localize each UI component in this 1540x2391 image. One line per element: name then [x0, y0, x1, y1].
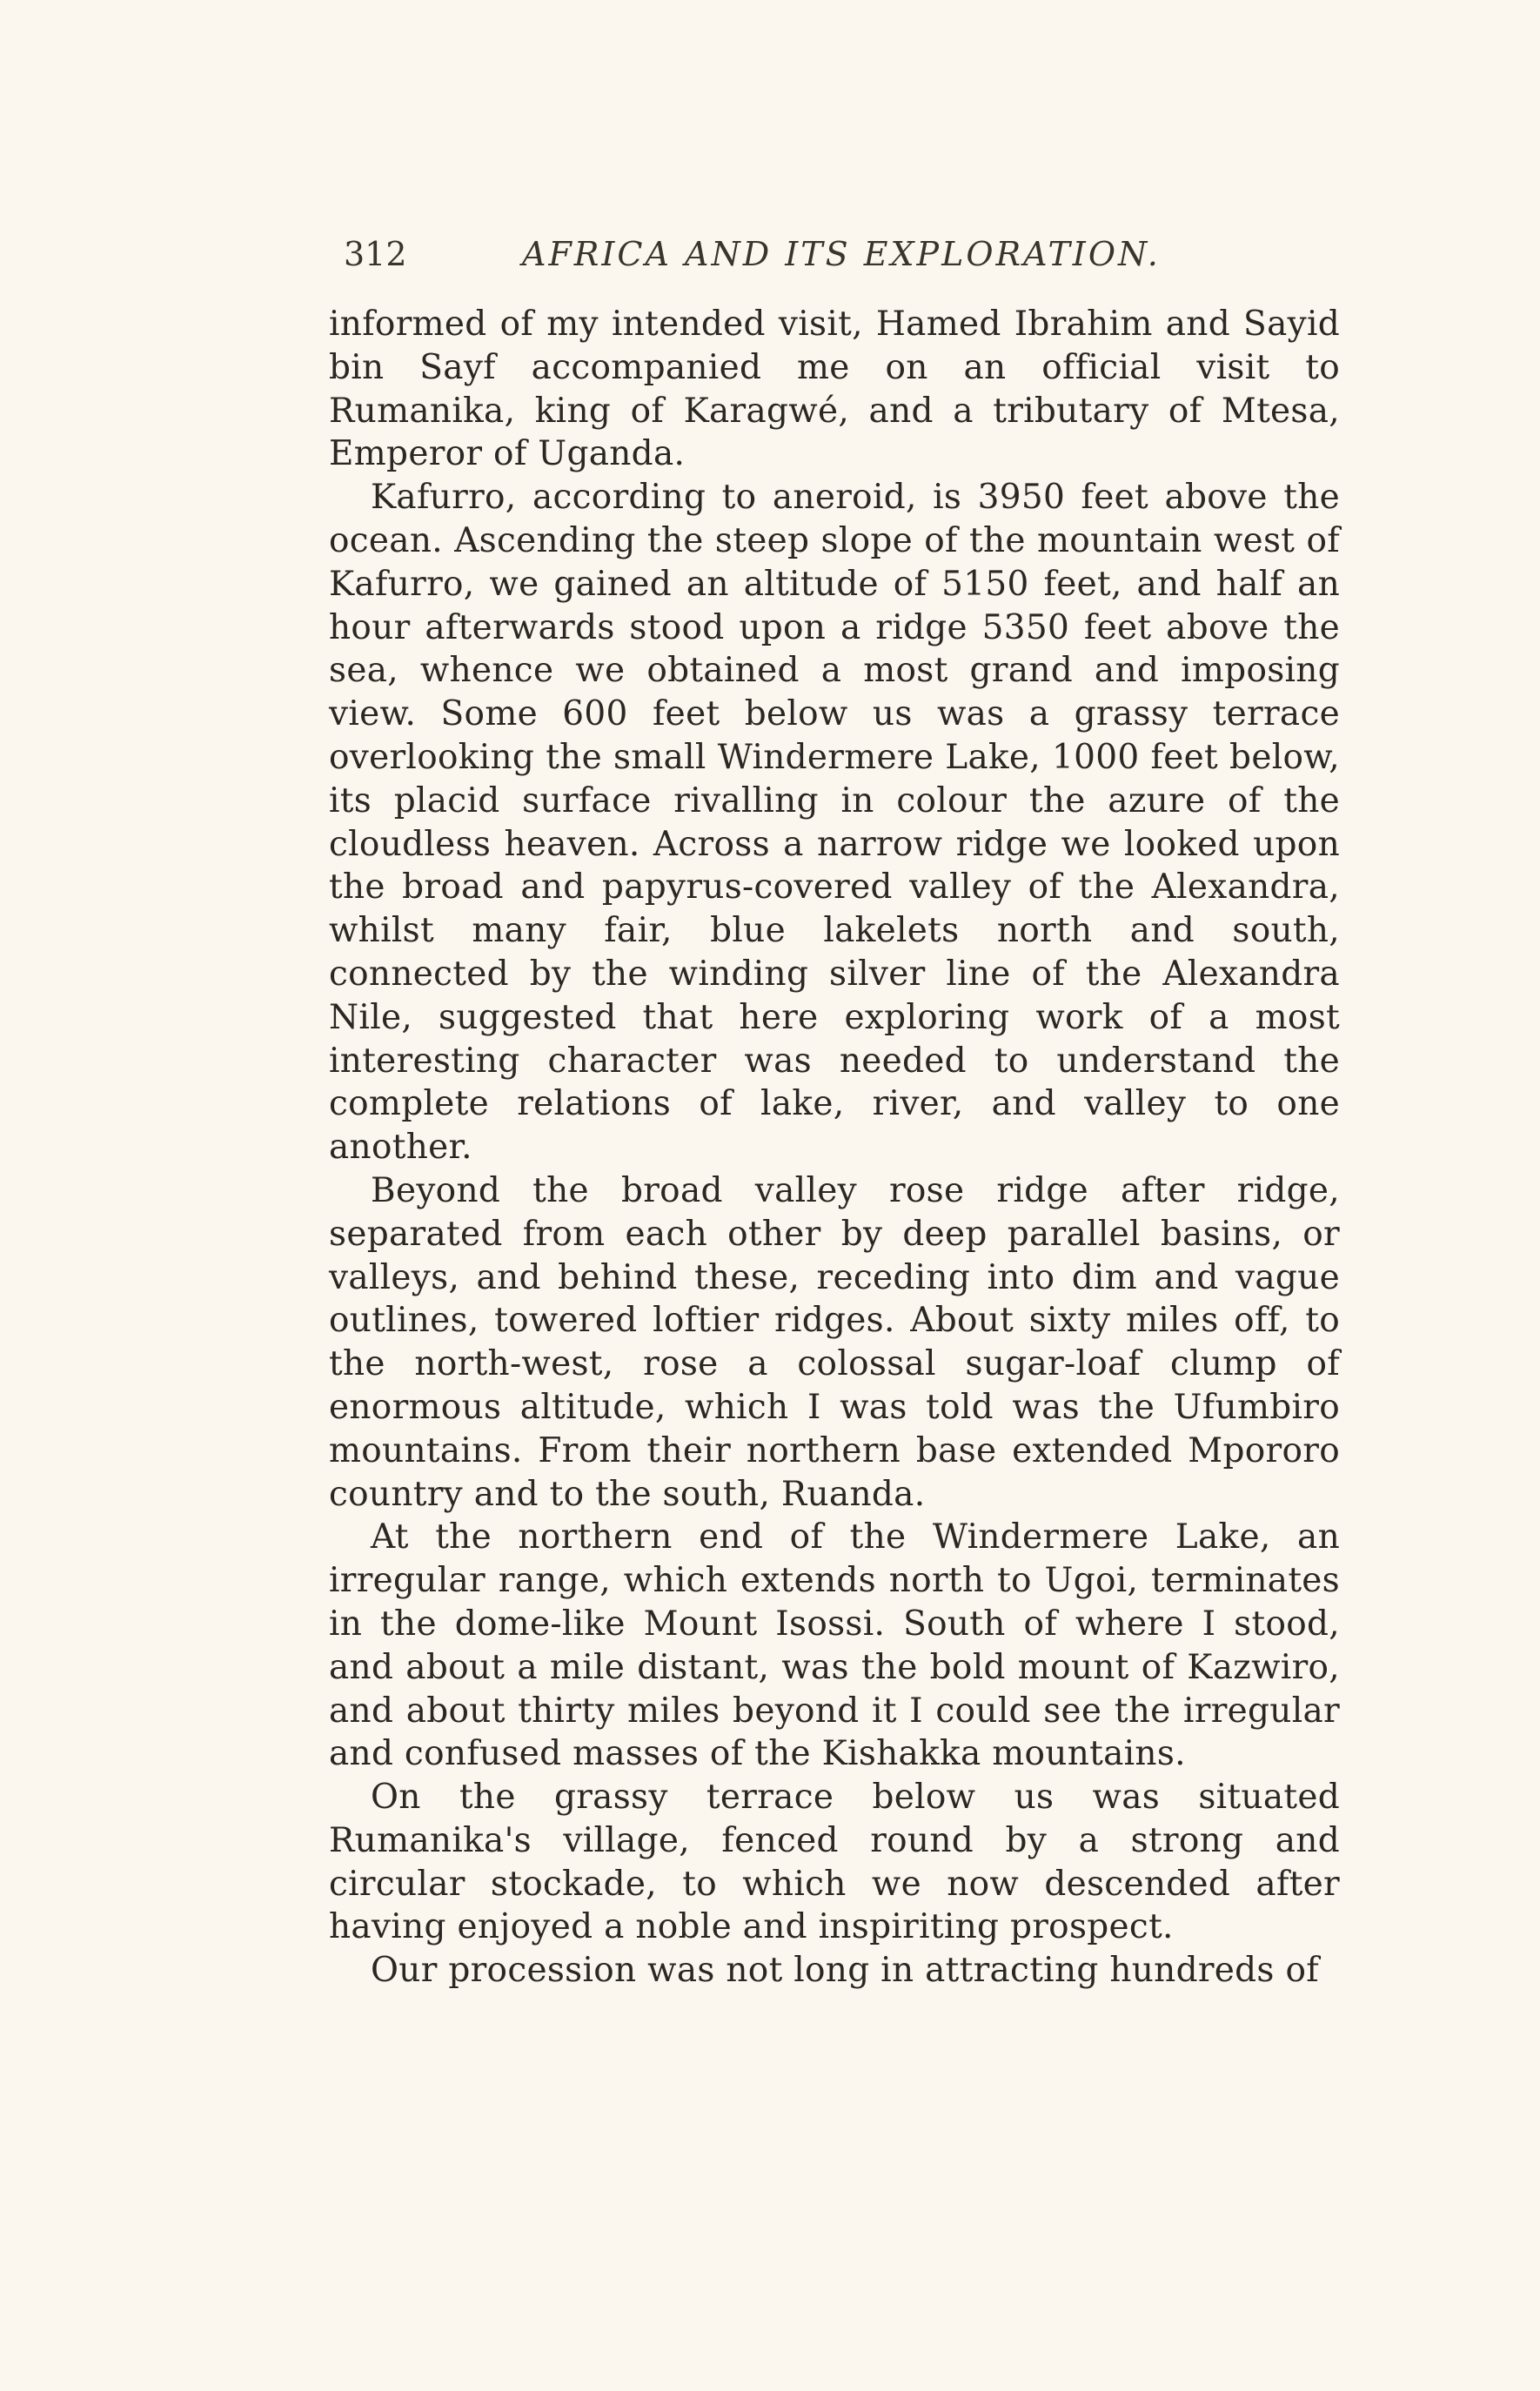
paragraph: Our procession was not long in attracting hundreds of	[371, 1951, 1319, 1991]
page-header	[344, 228, 1336, 280]
running-title: AFRICA AND ITS EXPLORATION.	[522, 235, 1161, 273]
paragraph: informed of my intended visit, Hamed Ibrahim and Sayid bin Sayf accompanied me on an official visit to Rumanika, king of Karagwé, and a tributary of Mtesa, Emperor of Uganda.	[329, 305, 1340, 474]
paragraph: On the grassy terrace below us was situated Rumanika's village, fenced round by a strong and circular stockade, to which we now descended after having enjoyed a noble and inspiriting prospect.	[329, 1778, 1340, 1947]
page-number: 312	[344, 235, 407, 273]
paragraph: At the northern end of the Windermere Lake, an irregular range, which extends north to Ugoi, terminates in the dome-like Mount Isossi. South of where I stood, and about a mile distant, was the bold mount of Kazwiro, and about thirty miles beyond it I could see the irregular and confused masses of the Kishakka mountains.	[329, 1517, 1340, 1774]
paragraph: Kafurro, according to aneroid, is 3950 feet above the ocean. Ascending the steep slope of the mountain west of Kafurro, we gained an altitude of 5150 feet, and half an hour afterwards stood upon a ridge 5350 feet above the sea, whence we obtained a most grand and imposing view. Some 600 feet below us was a grassy terrace overlooking the small Windermere Lake, 1000 feet below, its placid surface rivalling in colour the azure of the cloudless heaven. Across a narrow ridge we looked upon the broad and papyrus-covered valley of the Alexandra, whilst many fair, blue lakelets north and south, connected by the winding silver line of the Alexandra Nile, suggested that here exploring work of a most interesting character was needed to understand the complete relations of lake, river, and valley to one another.	[329, 478, 1340, 1168]
paragraph: Beyond the broad valley rose ridge after ridge, separated from each other by deep parallel basins, or valleys, and behind these, receding into dim and vague outlines, towered loftier ridges. About sixty miles off, to the north-west, rose a colossal sugar-loaf clump of enormous altitude, which I was told was the Ufumbiro mountains. From their northern base extended Mpororo country and to the south, Ruanda.	[329, 1170, 1340, 1514]
body-text	[329, 303, 1340, 1992]
